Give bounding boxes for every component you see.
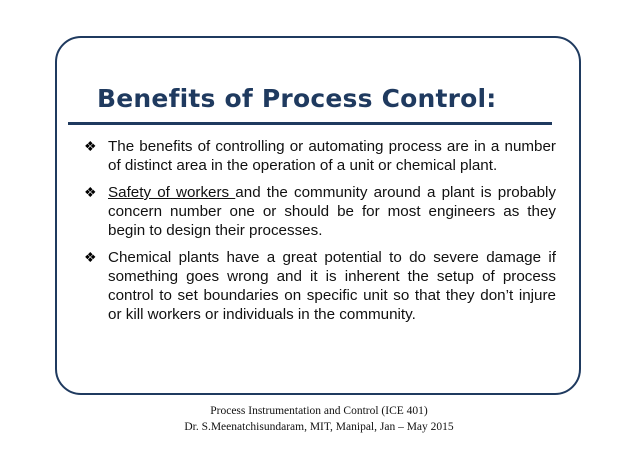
slide-footer: [0, 403, 638, 435]
bullet-text: The benefits of controlling or automating process are in a number of distinct area in the operation of a unit or chemical plant.: [108, 138, 556, 174]
bullet-item: [84, 183, 556, 240]
bullet-item: [84, 248, 556, 324]
diamond-bullet-icon: ❖: [84, 184, 97, 200]
diamond-bullet-icon: ❖: [84, 138, 97, 154]
bullet-list: [84, 137, 556, 332]
bullet-item: [84, 137, 556, 175]
footer-course-line: Process Instrumentation and Control (ICE 401): [210, 405, 428, 417]
title-underline-rule: [68, 122, 552, 125]
bullet-text: [108, 183, 556, 240]
bullet-text: Chemical plants have a great potential to do severe damage if something goes wrong and it is inherent the setup of process control to set boundaries on specific unit so that they don’t injure or kill workers or individuals in the community.: [108, 249, 556, 323]
footer-author-line: Dr. S.Meenatchisundaram, MIT, Manipal, Jan – May 2015: [184, 421, 454, 433]
diamond-bullet-icon: ❖: [84, 249, 97, 265]
slide-title: Benefits of Process Control:: [97, 84, 497, 113]
bullet-text-rest: and the community around a plant is probably concern number one or should be for most engineers as they begin to design their processes.: [108, 184, 557, 239]
underlined-phrase: Safety of workers: [108, 184, 236, 201]
